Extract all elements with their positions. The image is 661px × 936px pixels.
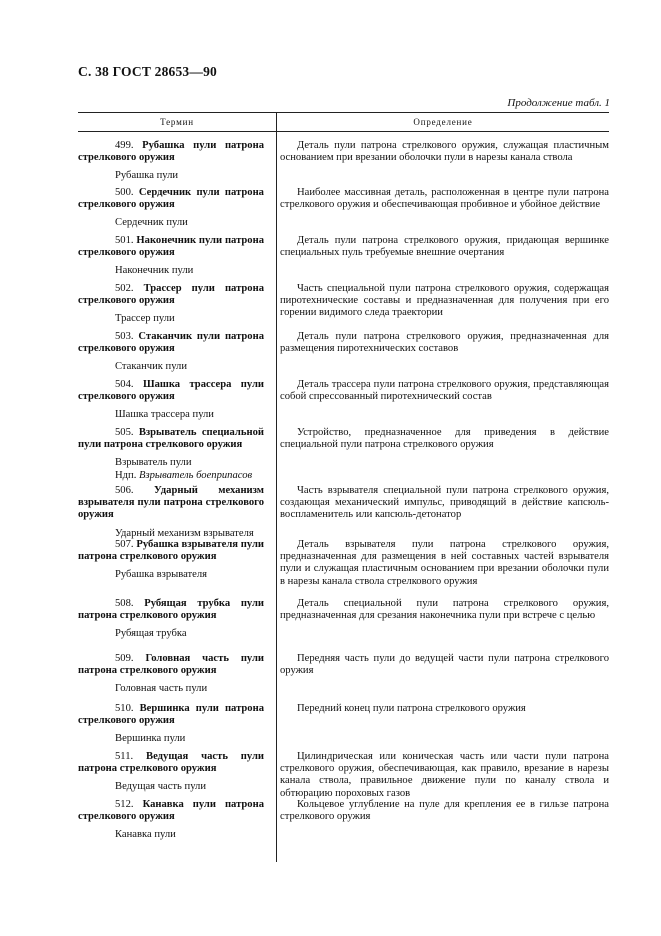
definition-cell: Деталь трассера пули патрона стрелкового оружия, представляющая собой спрессованный пиротехнический состав	[280, 379, 609, 403]
table-row	[78, 539, 609, 587]
table-row	[78, 485, 609, 540]
term-cell	[78, 653, 270, 696]
table-row	[78, 235, 609, 278]
term-cell	[78, 598, 270, 641]
table-row	[78, 653, 609, 696]
term-name: Ведущая часть пули патрона стрелкового оружия	[78, 751, 264, 775]
term-cell	[78, 485, 270, 540]
table-row	[78, 331, 609, 374]
definition-cell: Наиболее массивная деталь, расположенная в центре пули патрона стрелкового оружия и обеспечивающая пробивное и убойное действие	[280, 187, 609, 211]
term-cell	[78, 703, 270, 746]
term-number: 500.	[115, 187, 134, 198]
table-row	[78, 427, 609, 482]
term-short-form: Взрыватель пули	[115, 457, 192, 469]
term-number: 501.	[115, 235, 134, 246]
page-header: С. 38 ГОСТ 28653—90	[78, 64, 217, 79]
term-name: Рубашка пули патрона стрелкового оружия	[78, 140, 264, 164]
definition-cell: Деталь специальной пули патрона стрелкового оружия, предназначенная для срезания наконечника пули при встрече с целью	[280, 598, 609, 622]
term-name: Сердечник пули патрона стрелкового оружия	[78, 187, 264, 211]
term-cell	[78, 283, 270, 326]
table-row	[78, 283, 609, 326]
table-header	[78, 112, 609, 132]
definition-cell: Деталь пули патрона стрелкового оружия, служащая пластичным основанием при врезании оболочки пули в нарезы канала ствола	[280, 140, 609, 164]
term-number: 505.	[115, 427, 134, 438]
ndp-prefix: Ндп.	[115, 469, 137, 481]
table-body	[78, 132, 609, 862]
term-short-form: Рубашка взрывателя	[115, 569, 208, 581]
term-short-form: Стаканчик пули	[115, 361, 187, 373]
term-number: 508.	[115, 598, 134, 609]
term-short-form: Рубящая трубка	[115, 628, 187, 640]
term-cell	[78, 379, 270, 422]
terms-table	[78, 112, 609, 862]
term-name: Взрыватель специальной пули патрона стрелкового оружия	[78, 427, 264, 451]
table-row	[78, 598, 609, 641]
table-row	[78, 187, 609, 230]
table-row	[78, 140, 609, 183]
column-header-term: Термин	[160, 117, 194, 127]
definition-cell: Часть взрывателя специальной пули патрона стрелкового оружия, создающая механический импульс, приводящий в действие капсюль-воспламенитель или капсюль-детонатор	[280, 485, 609, 521]
term-name: Наконечник пули патрона стрелкового оружия	[78, 235, 265, 259]
term-short-form: Шашка трассера пули	[115, 409, 214, 421]
term-name: Рубашка взрывателя пули патрона стрелкового оружия	[78, 539, 264, 563]
term-short-form: Вершинка пули	[115, 733, 186, 745]
definition-cell: Деталь взрывателя пули патрона стрелкового оружия, предназначенная для размещения в ней составных частей взрывателя пули и служащая пластичным основанием при врезании оболочки пули в нарезы канала ствола стрелкового оружия	[280, 539, 609, 587]
definition-cell: Передний конец пули патрона стрелкового оружия	[297, 703, 526, 714]
definition-cell: Кольцевое углубление на пуле для крепления ее в гильзе патрона стрелкового оружия	[280, 799, 609, 823]
term-cell	[78, 751, 270, 794]
term-cell	[78, 187, 270, 230]
definition-cell: Цилиндрическая или коническая часть или части пули патрона стрелкового оружия, обеспечивающая, как правило, врезание в нарезы канала ствола, правильное движение пули по каналу ствола и обтюрацию пороховых газов	[280, 751, 609, 799]
table-row	[78, 799, 609, 842]
term-number: 512.	[115, 799, 134, 810]
term-name: Ударный механизм взрывателя пули патрона стрелкового оружия	[78, 485, 264, 521]
term-short-form: Ударный механизм взрывателя	[115, 527, 254, 539]
definition-cell: Деталь пули патрона стрелкового оружия, предназначенная для размещения пиротехнических составов	[280, 331, 609, 355]
table-row	[78, 379, 609, 422]
ndp-term: Взрыватель боеприпасов	[139, 469, 253, 481]
term-number: 506.	[115, 485, 134, 496]
term-name: Шашка трассера пули стрелкового оружия	[78, 379, 264, 403]
term-number: 503.	[115, 331, 134, 342]
term-number: 507.	[115, 539, 134, 550]
term-number: 502.	[115, 283, 134, 294]
table-row	[78, 751, 609, 799]
term-number: 509.	[115, 653, 134, 664]
definition-cell: Устройство, предназначенное для приведения в действие специальной пули патрона стрелкового оружия	[280, 427, 609, 451]
term-number: 504.	[115, 379, 134, 390]
term-not-allowed	[78, 470, 264, 482]
term-short-form: Наконечник пули	[115, 265, 194, 277]
term-name: Стаканчик пули патрона стрелкового оружия	[78, 331, 264, 355]
term-cell	[78, 331, 270, 374]
term-cell	[78, 140, 270, 183]
term-cell	[78, 427, 270, 482]
term-short-form: Головная часть пули	[115, 683, 208, 695]
definition-cell: Передняя часть пули до ведущей части пули патрона стрелкового оружия	[280, 653, 609, 677]
term-cell	[78, 799, 270, 842]
term-short-form: Трассер пули	[115, 313, 175, 325]
column-header-definition: Определение	[413, 117, 473, 127]
term-short-form: Канавка пули	[115, 829, 176, 841]
term-number: 510.	[115, 703, 134, 714]
term-name: Головная часть пули патрона стрелкового оружия	[78, 653, 264, 677]
term-name: Вершинка пули патрона стрелкового оружия	[78, 703, 264, 727]
definition-cell: Часть специальной пули патрона стрелкового оружия, содержащая пиротехнические составы и предназначенная для получения при его горении видимого следа траектории	[280, 283, 609, 319]
term-name: Канавка пули патрона стрелкового оружия	[78, 799, 265, 823]
term-name: Рубящая трубка пули патрона стрелкового оружия	[78, 598, 265, 622]
term-cell	[78, 539, 270, 582]
term-name: Трассер пули патрона стрелкового оружия	[78, 283, 264, 307]
term-cell	[78, 235, 270, 278]
term-short-form: Рубашка пули	[115, 170, 179, 182]
table-continuation-label: Продолжение табл. 1	[507, 97, 610, 109]
table-row	[78, 703, 609, 746]
term-number: 499.	[115, 140, 134, 151]
definition-cell: Деталь пули патрона стрелкового оружия, придающая вершинке специальных пуль требуемые внешние очертания	[280, 235, 609, 259]
term-short-form: Ведущая часть пули	[115, 781, 206, 793]
term-number: 511.	[115, 751, 134, 762]
term-short-form: Сердечник пули	[115, 217, 188, 229]
